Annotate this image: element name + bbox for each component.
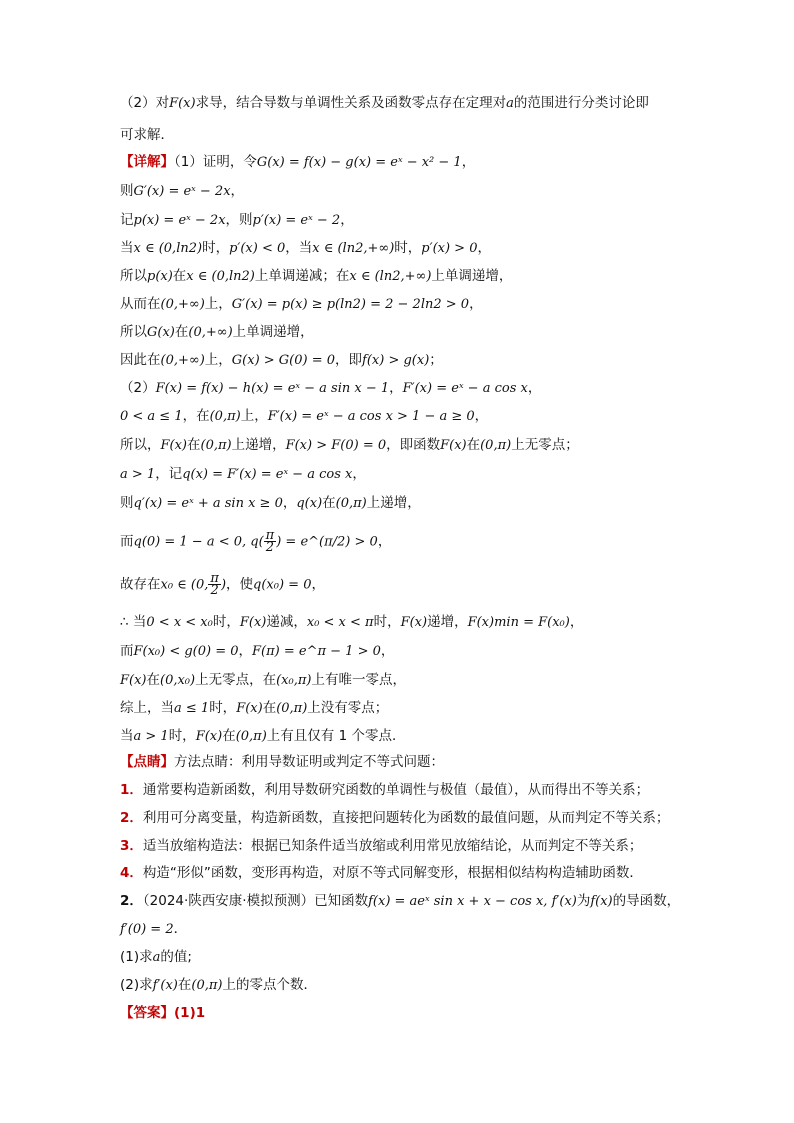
solution-line: 综上，当a ≤ 1时，F(x)在(0,π)上没有零点； [120, 700, 389, 716]
text-line: （2）对F(x)求导，结合导数与单调性关系及函数零点存在定理对a的范围进行分类讨论即 [120, 95, 649, 111]
solution-line: 所以，F(x)在(0,π)上递增，F(x) > F(0) = 0，即函数F(x)在(0,π)上无零点； [120, 437, 579, 453]
solution-line: 则G′(x) = eˣ − 2x， [120, 183, 245, 199]
solution-line: 故存在x₀ ∈ (0, $\frac{\pi}{2}$ )，使q(x₀) = 0， [120, 571, 325, 598]
question-line: f′(0) = 2． [120, 921, 188, 937]
solution-line: F(x)在(0,x₀)上无零点，在(x₀,π)上有唯一零点， [120, 672, 406, 688]
tip-item: 4．构造“形似”函数，变形再构造，对原不等式同解变形，根据相似结构构造辅助函数． [120, 865, 643, 881]
tip-heading: 【点睛】方法点睛：利用导数证明或判定不等式问题： [120, 754, 444, 770]
solution-line: 所以G(x)在(0,+∞)上单调递增， [120, 324, 314, 340]
solution-line: 当a > 1时，F(x)在(0,π)上有且仅有 1 个零点． [120, 728, 406, 744]
tip-item: 1．通常要构造新函数，利用导数研究函数的单调性与极值（最值），从而得出不等关系； [120, 782, 650, 798]
answer-line: 【答案】(1)1 [120, 1005, 206, 1021]
solution-line: 当x ∈ (0,ln2)时，p′(x) < 0，当x ∈ (ln2,+∞)时，p′(x) > 0， [120, 240, 491, 256]
solution-line: （2）F(x) = f(x) − h(x) = eˣ − a sin x − 1，F′(x) = eˣ − a cos x， [120, 380, 542, 396]
solution-line: 则q′(x) = eˣ + a sin x ≥ 0，q(x)在(0,π)上递增， [120, 495, 421, 511]
fraction: $\frac{\pi}{2}$ [265, 528, 275, 555]
solution-line: 所以p(x)在x ∈ (0,ln2)上单调递减；在x ∈ (ln2,+∞)上单调递增， [120, 268, 513, 284]
solution-line: 而q(0) = 1 − a < 0, q( $\frac{\pi}{2}$ ) = e^(π/2) > 0， [120, 528, 392, 555]
question-line: 2．（2024·陕西安康·模拟预测）已知函数f(x) = aeˣ sin x + x − cos x, f′(x)为f(x)的导函数， [120, 893, 681, 909]
solution-line: 【详解】（1）证明，令G(x) = f(x) − g(x) = eˣ − x² − 1， [120, 154, 476, 170]
fraction: $\frac{\pi}{2}$ [210, 571, 219, 598]
question-part: (2)求f′(x)在(0,π)上的零点个数． [120, 977, 317, 993]
solution-line: 记p(x) = eˣ − 2x，则p′(x) = eˣ − 2， [120, 212, 354, 228]
solution-line: 0 < a ≤ 1，在(0,π)上，F′(x) = eˣ − a cos x > 1 − a ≥ 0， [120, 408, 489, 424]
solution-line: 而F(x₀) < g(0) = 0，F(π) = e^π − 1 > 0， [120, 643, 395, 659]
solution-line: ∴ 当0 < x < x₀时，F(x)递减，x₀ < x < π时，F(x)递增，F(x)min = F(x₀)， [120, 614, 584, 630]
tip-item: 2．利用可分离变量，构造新函数，直接把问题转化为函数的最值问题，从而判定不等关系； [120, 810, 670, 826]
question-part: (1)求a的值; [120, 949, 192, 965]
solution-line: 从而在(0,+∞)上，G′(x) = p(x) ≥ p(ln2) = 2 − 2ln2 > 0， [120, 296, 483, 312]
tip-item: 3．适当放缩构造法：根据已知条件适当放缩或利用常见放缩结论，从而判定不等关系； [120, 838, 643, 854]
solution-line: a > 1，记q(x) = F′(x) = eˣ − a cos x， [120, 466, 366, 482]
solution-line: 因此在(0,+∞)上，G(x) > G(0) = 0，即f(x) > g(x)； [120, 352, 443, 368]
text-line: 可求解． [120, 127, 174, 143]
